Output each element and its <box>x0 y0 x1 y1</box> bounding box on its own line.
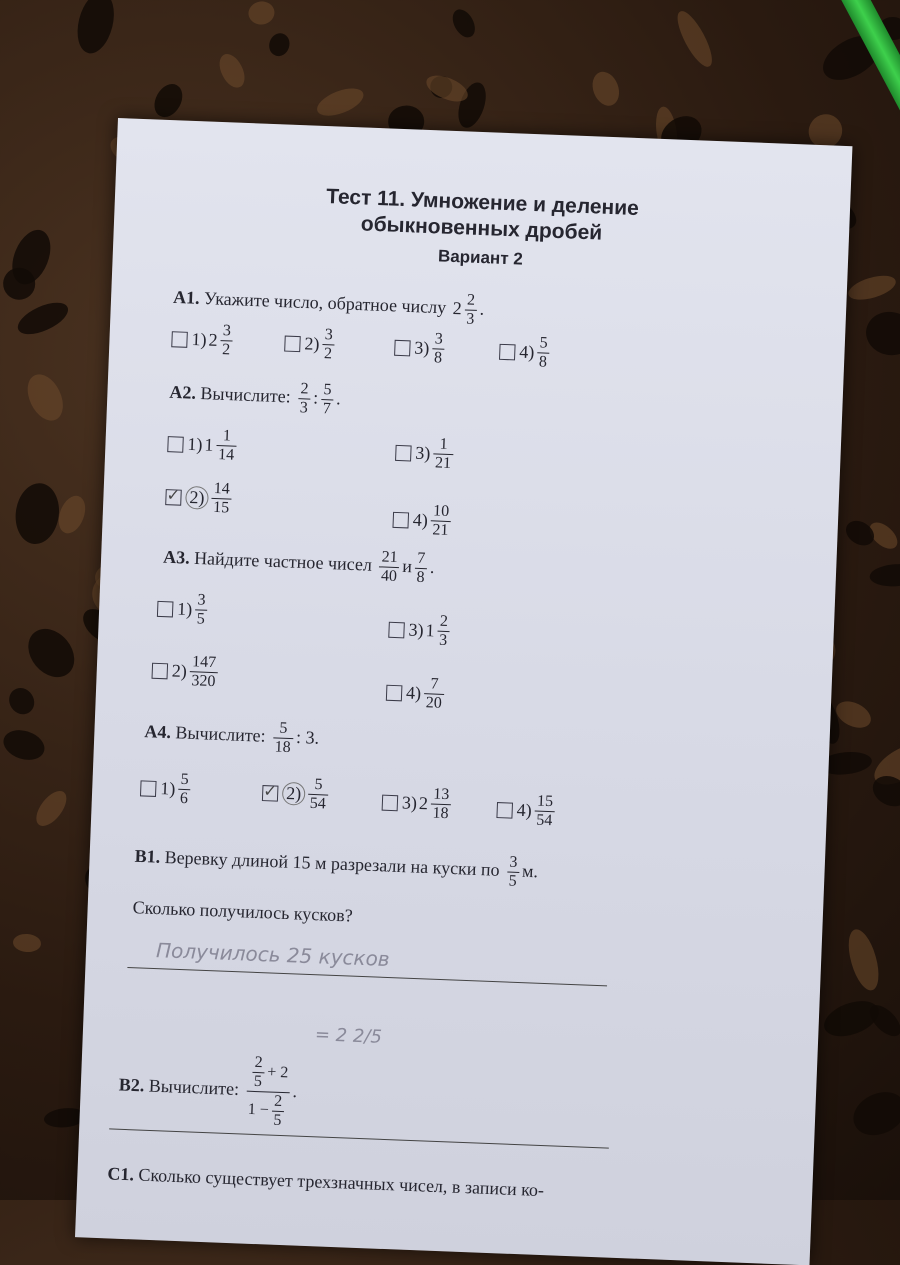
fabric-spot <box>846 271 898 304</box>
fabric-spot <box>13 296 72 341</box>
answer-option-a2-4[interactable]: 4) $\frac{10}{21}$ <box>392 501 454 540</box>
answer-option-a4-2[interactable]: ✓ 2) $\frac{5}{54}$ <box>262 774 332 814</box>
fabric-spot <box>20 620 84 686</box>
answer-option-a1-2[interactable]: 2) $\frac{3}{2}$ <box>284 325 338 364</box>
fabric-spot <box>842 516 879 550</box>
answer-option-a4-4[interactable]: 4) $\frac{15}{54}$ <box>496 791 558 830</box>
handwritten-note: = 2 2/5 <box>314 1024 383 1048</box>
checkbox[interactable] <box>284 335 301 352</box>
answer-option-a4-1[interactable]: 1) $\frac{5}{6}$ <box>140 769 194 808</box>
answer-option-a3-2[interactable]: 2) $\frac{147}{320}$ <box>151 652 221 692</box>
title-block <box>113 176 850 282</box>
checkbox[interactable] <box>386 684 403 701</box>
fabric-spot <box>869 562 900 588</box>
fabric-spot <box>819 995 883 1044</box>
checkbox[interactable] <box>392 511 409 528</box>
checkbox[interactable] <box>167 436 184 453</box>
question-label: А1. <box>172 286 201 308</box>
complex-fraction: $\frac{2}{5}$ + 2 1 − $\frac{2}{5}$ <box>245 1054 291 1131</box>
fabric-spot <box>672 7 718 71</box>
checkbox[interactable] <box>140 780 157 797</box>
fabric-spot <box>149 79 187 121</box>
answer-option-a4-3[interactable]: 3) 2 $\frac{13}{18}$ <box>381 784 454 824</box>
fabric-spot <box>862 308 900 359</box>
question-a2: А2. Вычислите: $\frac{2}{3}$ : $\frac{5}{7}$ . <box>169 380 342 418</box>
checkbox[interactable] <box>499 343 516 360</box>
question-b1-line2: Сколько получилось кусков? <box>132 897 354 926</box>
question-text: Укажите число, обратное числу <box>203 288 447 318</box>
checkbox[interactable] <box>157 600 174 617</box>
answer-option-a2-2[interactable]: ✓ 2) $\frac{14}{15}$ <box>165 478 235 518</box>
fabric-spot <box>846 1084 900 1143</box>
fabric-spot <box>448 5 479 40</box>
page-title: Тест 11. Умножение и деление <box>325 185 640 221</box>
checkbox[interactable] <box>152 662 169 679</box>
fabric-spot <box>0 725 48 764</box>
variant-label: Вариант 2 <box>437 246 524 269</box>
fabric-spot <box>867 771 900 813</box>
checkbox[interactable] <box>496 802 513 819</box>
checkbox[interactable] <box>394 339 411 356</box>
checkbox[interactable] <box>395 444 412 461</box>
handwritten-answer: Получилось 25 кусков <box>155 938 391 972</box>
checkbox-checked[interactable] <box>262 785 279 802</box>
answer-option-a3-1[interactable]: 1) $\frac{3}{5}$ <box>156 590 210 629</box>
question-c1: С1. Сколько существует трехзначных чисел, в записи ко- <box>107 1163 545 1201</box>
page-title-line2: обыкновенных дробей <box>360 212 603 245</box>
fabric-spot <box>266 31 292 59</box>
checkbox[interactable] <box>382 794 399 811</box>
fraction: $\frac{2}{3}$ <box>464 291 477 328</box>
answer-option-a2-1[interactable]: 1) 1 $\frac{1}{14}$ <box>167 425 240 465</box>
fabric-spot <box>21 369 70 426</box>
fabric-spot <box>13 933 42 953</box>
answer-line <box>109 1128 609 1149</box>
fabric-spot <box>12 480 63 546</box>
answer-option-a2-3[interactable]: 3) $\frac{1}{21}$ <box>395 434 457 473</box>
checkbox[interactable] <box>388 621 405 638</box>
answer-option-a3-3[interactable]: 3) 1 $\frac{2}{3}$ <box>388 611 453 650</box>
question-a4: А4. Вычислите: $\frac{5}{18}$ : 3. <box>144 719 320 757</box>
fabric-spot <box>215 50 250 91</box>
question-a1: А1. Укажите число, обратное числу 2 $\frac{2}{3}$ . <box>172 286 485 328</box>
mixed-whole: 2 <box>452 297 463 318</box>
fabric-spot <box>5 683 39 718</box>
fabric-spot <box>54 492 90 537</box>
answer-option-a1-4[interactable]: 4) $\frac{5}{8}$ <box>499 333 553 372</box>
checkbox-checked[interactable] <box>165 489 182 506</box>
fabric-spot <box>72 0 120 57</box>
question-a3: А3. Найдите частное чисел $\frac{21}{40}$ и $\frac{7}{8}$ . <box>162 546 435 587</box>
fabric-spot <box>588 67 624 109</box>
answer-option-a3-4[interactable]: 4) $\frac{7}{20}$ <box>385 674 447 713</box>
test-paper <box>75 118 852 1265</box>
question-b2: В2. Вычислите: $\frac{2}{5}$ + 2 1 − $\frac{2}{5}$ . <box>118 1053 298 1130</box>
fabric-spot <box>843 926 885 993</box>
fabric-spot <box>314 83 367 121</box>
checkbox[interactable] <box>171 331 188 348</box>
answer-option-a1-1[interactable]: 1) 2 $\frac{3}{2}$ <box>171 320 236 359</box>
fabric-spot <box>247 0 276 26</box>
answer-option-a1-3[interactable]: 3) $\frac{3}{8}$ <box>394 329 448 368</box>
question-b1: В1. Веревку длиной 15 м разрезали на куски по $\frac{3}{5}$ м. <box>134 845 539 890</box>
fabric-spot <box>31 786 72 831</box>
